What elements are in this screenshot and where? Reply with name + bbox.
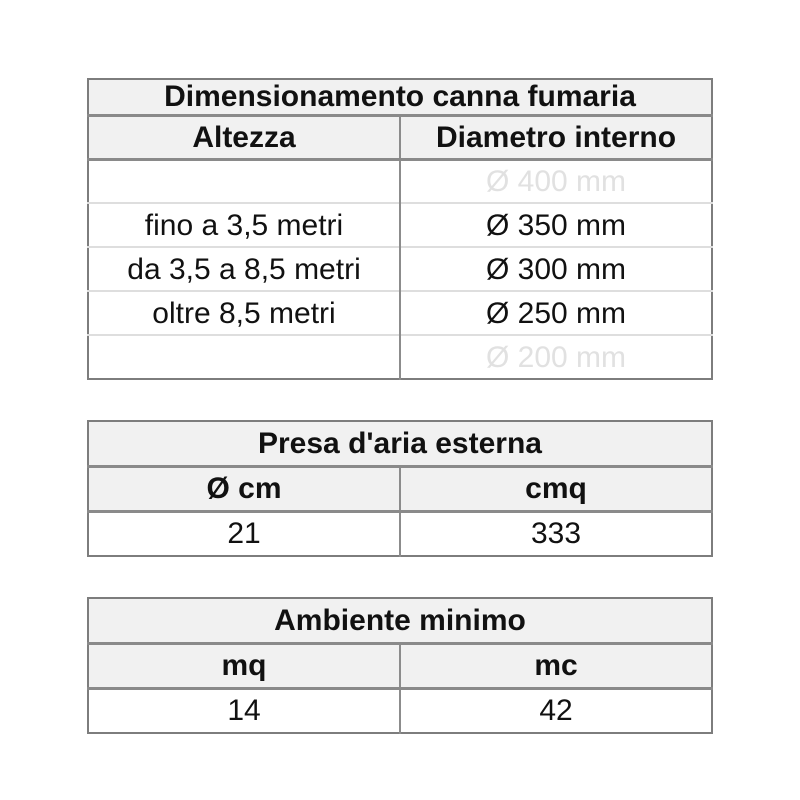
cell-diametro: Ø 350 mm [400,203,712,247]
table-row [88,335,712,379]
cell-diametro-cm: 21 [227,517,261,551]
table-title-row [88,421,712,466]
table-row [88,203,712,247]
air-intake-table [87,420,713,557]
table-header-row [88,643,712,688]
table-title: Dimensionamento canna fumaria [88,79,712,115]
cell-altezza [88,335,400,379]
cell-cmq: 333 [400,511,712,556]
cell-diametro: Ø 300 mm [400,247,712,291]
minimum-room-table [87,597,713,734]
cell-diametro: Ø 400 mm [400,159,712,203]
table-row [88,511,712,556]
table-header-row [88,115,712,159]
table-row [88,291,712,335]
cell-mq: 14 [227,694,261,728]
table-title: Presa d'aria esterna [88,421,712,466]
column-header-mc: mc [400,643,712,688]
table-row [88,159,712,203]
cell-altezza: fino a 3,5 metri [88,203,400,247]
cell-mc: 42 [400,688,712,733]
table-row [88,688,712,733]
column-header-altezza: Altezza [88,115,400,159]
column-header-mq: mq [88,643,400,688]
table-row [88,247,712,291]
table-header-row [88,466,712,511]
chimney-sizing-table [87,78,713,380]
cell-diametro: Ø 250 mm [400,291,712,335]
cell-altezza: da 3,5 a 8,5 metri [88,247,400,291]
table-title: Ambiente minimo [88,598,712,643]
column-header-diametro-interno: Diametro interno [400,115,712,159]
cell-diametro: Ø 200 mm [400,335,712,379]
table-title-row [88,598,712,643]
column-header-diametro-cm: Ø cm [88,466,400,511]
column-header-cmq: cmq [400,466,712,511]
cell-altezza [88,159,400,203]
cell-altezza: oltre 8,5 metri [88,291,400,335]
table-title-row [88,79,712,115]
